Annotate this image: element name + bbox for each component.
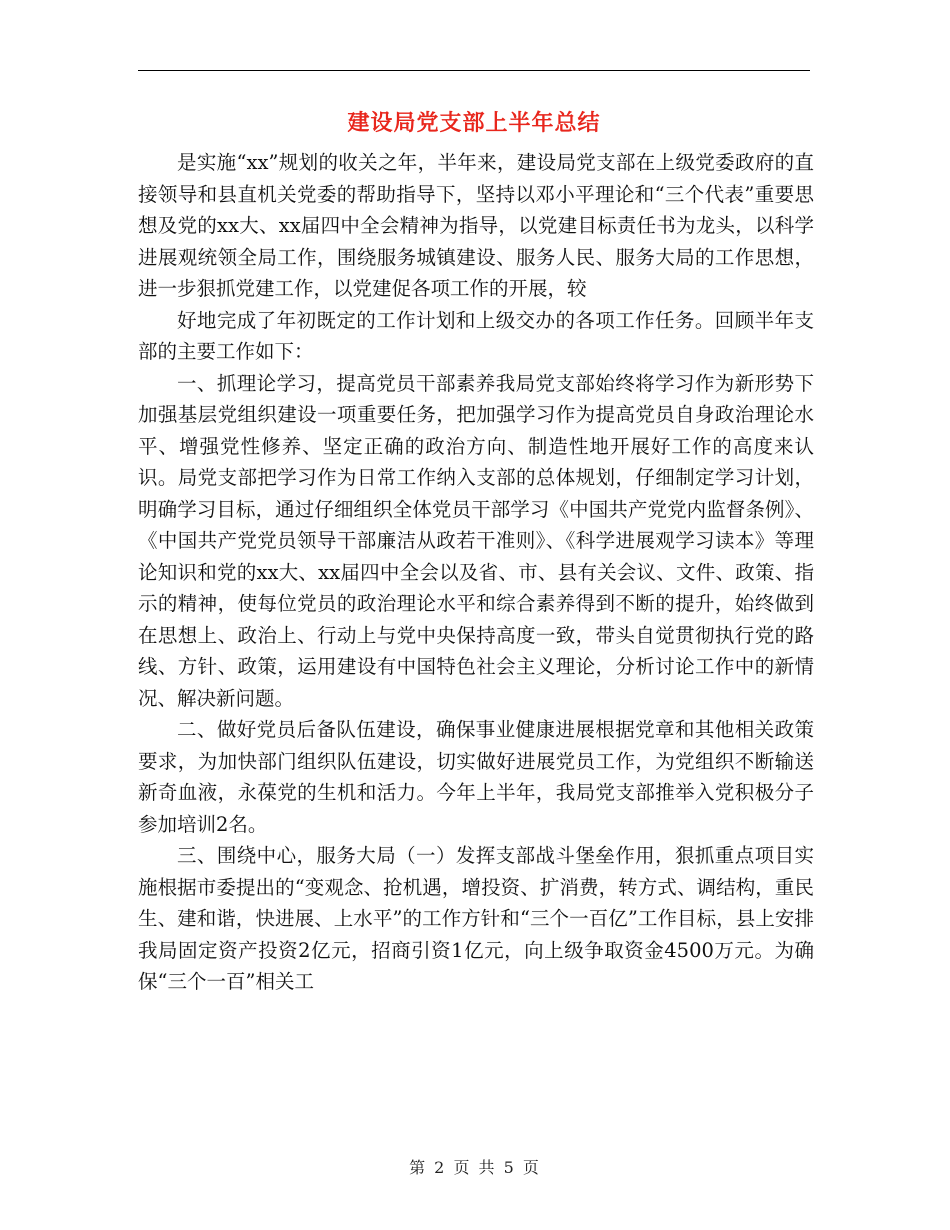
paragraph-intro: 是实施“xx”规划的收关之年，半年来，建设局党支部在上级党委政府的直接领导和县直机关党委的帮助指导下，坚持以邓小平理论和“三个代表”重要思想及党的xx大、xx届四中全会精神为指导，以党建目标责任书为龙头，以科学进展观统领全局工作，围绕服务城镇建设、服务人民、服务大局的工作思想，进一步狠抓党建工作，以党建促各项工作的开展，较: [138, 151, 814, 300]
header-rule: [138, 70, 810, 71]
document-body: [138, 147, 814, 998]
paragraph-section-1: 一、抓理论学习，提高党员干部素养我局党支部始终将学习作为新形势下加强基层党组织建设一项重要任务，把加强学习作为提高党员自身政治理论水平、增强党性修养、坚定正确的政治方向、制造性地开展好工作的高度来认识。局党支部把学习作为日常工作纳入支部的总体规划，仔细制定学习计划，明确学习目标，通过仔细组织全体党员干部学习《中国共产党党内监督条例》、《中国共产党党员领导干部廉洁从政若干准则》、《科学进展观学习读本》等理论知识和党的xx大、xx届四中全会以及省、市、县有关会议、文件、政策、指示的精神，使每位党员的政治理论水平和综合素养得到不断的提升，始终做到在思想上、政治上、行动上与党中央保持高度一致，带头自觉贯彻执行党的路线、方针、政策，运用建设有中国特色社会主义理论，分析讨论工作中的新情况、解决新问题。: [138, 371, 814, 710]
document-title: 建设局党支部上半年总结: [347, 111, 601, 136]
page-number-footer: 第 2 页 共 5 页: [409, 1158, 541, 1177]
paragraph-section-3: 三、围绕中心，服务大局（一）发挥支部战斗堡垒作用，狠抓重点项目实施根据市委提出的“变观念、抢机遇，增投资、扩消费，转方式、调结构，重民生、建和谐，快进展、上水平”的工作方针和“三个一百亿”工作目标，县上安排我局固定资产投资2亿元，招商引资1亿元，向上级争取资金4500万元。为确保“三个一百”相关工: [138, 844, 814, 993]
paragraph-section-2: 二、做好党员后备队伍建设，确保事业健康进展根据党章和其他相关政策要求，为加快部门组织队伍建设，切实做好进展党员工作，为党组织不断输送新奇血液，永葆党的生机和活力。今年上半年，我局党支部推举入党积极分子参加培训2名。: [138, 718, 814, 836]
paragraph-review: 好地完成了年初既定的工作计划和上级交办的各项工作任务。回顾半年支部的主要工作如下：: [138, 308, 814, 363]
